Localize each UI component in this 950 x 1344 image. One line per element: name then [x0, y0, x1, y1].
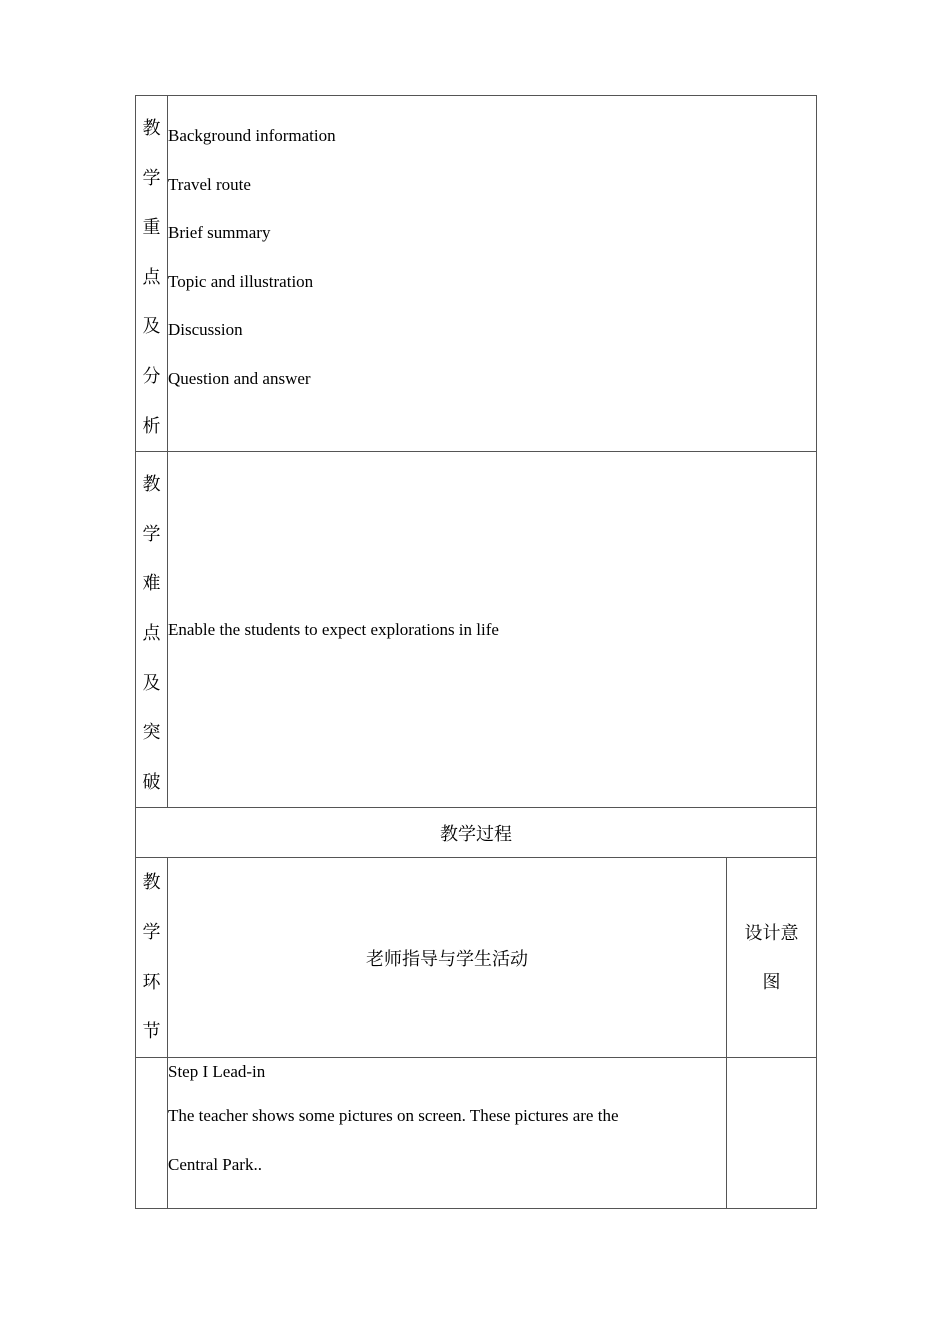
focus-item: Brief summary: [168, 223, 271, 242]
process-title: 教学过程: [136, 808, 817, 858]
focus-item: Question and answer: [168, 368, 311, 388]
step1-title: Step I Lead-in: [168, 1062, 266, 1082]
step1-content: [168, 1058, 727, 1209]
focus-item: Discussion: [168, 320, 243, 339]
lesson-plan-table: [135, 95, 817, 1209]
activity-header: 老师指导与学生活动: [168, 858, 727, 1058]
teaching-difficulty-content: [168, 452, 817, 808]
design-header: 设计意 图: [727, 858, 817, 1058]
step1-label-cell: [136, 1058, 168, 1209]
step1-text: The teacher shows some pictures on screen. These pictures are the: [168, 1106, 619, 1126]
teaching-difficulty-row: [136, 452, 817, 808]
step1-design-cell: [727, 1058, 817, 1209]
teaching-focus-row: [136, 96, 817, 452]
focus-item: Topic and illustration: [168, 271, 314, 291]
teaching-difficulty-label: 教 学 难 点 及 突 破: [136, 452, 168, 808]
step1-row: [136, 1058, 817, 1209]
teaching-focus-content: [168, 96, 817, 452]
difficulty-text: Enable the students to expect explorations in life: [168, 619, 499, 639]
step-label: 教 学 环 节: [136, 858, 168, 1058]
focus-item: Background information: [168, 126, 336, 145]
step1-text: Central Park..: [168, 1154, 262, 1174]
process-title-row: [136, 808, 817, 858]
teaching-focus-label: 教 学 重 点 及 分 析: [136, 96, 168, 452]
process-header-row: [136, 858, 817, 1058]
focus-item: Travel route: [168, 174, 251, 194]
